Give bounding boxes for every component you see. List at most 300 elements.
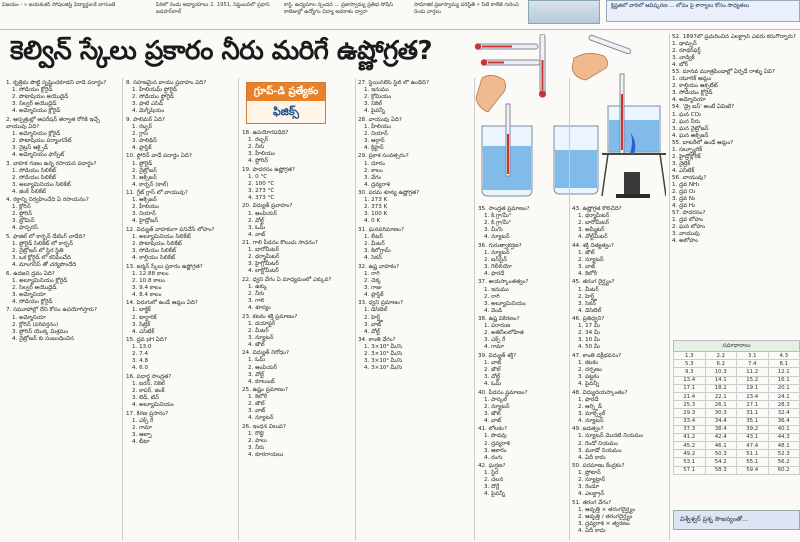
question-item [478,279,566,314]
question-item [242,203,352,238]
answer-option: 4. 8.4 కాలం [132,291,162,298]
answer-option: 3. దొర్లే [484,484,500,491]
answer-option: 2. దర్పణం [578,367,602,374]
question-text: 38. ఉష్ణ వికిరణం? [478,316,520,323]
answer-option: 2. నీరు [248,291,265,298]
answer-option: 3. పాలిథిన్ [132,137,157,144]
question-item [242,130,352,165]
top-info-box: క్లిష్టతలో వారిలో ఆవిష్కరణ ... లోపం పై కార్యాలు కోసం సాధ్యతలు [606,0,800,22]
answer-option: 3. ఆకారం [484,447,507,454]
question-text: 29. ప్రకాశ సంవత్సరం? [358,153,409,160]
answer-option: 1. ఫ్లోరైడ్ [132,160,153,167]
answer-option: 3. బ్రోమిన్ [12,218,35,225]
question-text: 56. వాయువు? [672,174,707,181]
answer-option: 3. ఆక్సిజన్ [132,174,157,181]
table-cell: 38.4 [705,425,737,433]
question-item [126,337,236,372]
answer-option: 2. ఆంపియర్ [248,364,277,371]
answer-option: 3. మీ/సె [484,227,503,234]
table-cell: 29.3 [674,409,706,417]
answer-option: 1. ఆవృత్తి × తరంగదైర్ఘ్యం [578,506,636,513]
question-text: 49. జడత్వం? [572,426,604,433]
question-item [572,500,668,535]
answer-option: 2. ద్రవ O₂ [672,189,696,196]
answer-option: 4. 0 K [364,218,381,225]
question-text: 36. గురుత్వాకర్షణ? [478,242,522,249]
question-text: 5. ఫాజిల్ లో కార్బన్ డేటింగ్ వాడేది? [6,233,86,240]
answer-option: 2. న్యూటన్ [484,403,510,410]
question-text: 31. ఘనపరిమాణం? [358,226,404,233]
answer-option: 4. కెలోరీ [578,270,598,277]
answer-option: 2. వోల్ట్ [248,217,264,224]
answer-option: 1. డయాప్టర్ [248,320,276,327]
answer-option: 4. అమ్మోనియా [672,97,706,104]
table-cell: 8.1 [768,360,800,368]
question-text: 37. అయస్కాంతత్వం? [478,279,529,286]
answer-option: 1. సోడియం క్లోరైడ్ [12,87,53,94]
question-item [672,104,800,139]
table-row [674,360,800,368]
table-cell: 35.1 [737,417,769,425]
question-column-5 [478,206,566,538]
question-text: 57. పాదరసం? [672,210,706,217]
answer-option: 4. ఘన ఆక్సిజన్ [672,132,709,139]
table-cell: 23.4 [737,392,769,400]
answer-option: 3. 3×10⁴ మీ/సె [364,358,403,365]
answer-option: 1. హీలియం [364,123,392,130]
answer-option: 4. అలోహం [672,238,698,245]
question-text: 7. సమూహాల్లో దేని కోసం ఉపయోగిస్తారు? [6,307,98,314]
question-text: 13. జర్మన్ స్కేలు ప్రకారం ఉష్ణోగ్రత? [126,263,203,270]
table-cell: 20.1 [768,384,800,392]
answer-option: 2. సిల్వర్ అయొడైడ్ [12,284,57,291]
answer-option: 4. గామా [484,344,504,351]
credit-footer: విశ్వేశ్వర్ ప్రశ్న సౌజన్యంతో... [673,510,800,530]
answer-option: 3. అల్యూమినియం [484,300,526,307]
answer-option: 4. ప్లాస్టిక్ [132,144,152,151]
answer-option: 4. మాంగనీస్ తో చర్యపొందేది [12,262,77,269]
question-text: 20. విద్యుత్ ప్రవాహం? [242,203,293,210]
answer-option: 4. ఫాస్ఫరస్ [12,225,38,232]
table-cell: 47.4 [737,442,769,450]
answer-option: 1. జౌల్ [578,249,595,256]
answer-option: 2. పాలు [248,437,267,444]
answer-option: 3. గెలీలియో [484,263,512,270]
answer-option: 4. అల్యూమినియం [132,402,174,409]
question-item [358,264,470,299]
table-cell: 55.1 [737,458,769,466]
hand-right-icon [572,35,631,80]
answer-option: 1. 3×10⁸ మీ/సె [364,344,403,351]
table-cell: 21.4 [674,392,706,400]
question-text: 34. కాంతి వేగం? [358,337,396,344]
answer-option: 4. 50 మీ [578,344,600,351]
table-cell: 15.2 [737,376,769,384]
top-strip-col-4: సామాజిక ప్రజాస్వామ్య పరిస్థితి » సిటీ కాలేజ్ గురించి రెండు వార్తలు [414,2,519,15]
question-item [572,206,668,241]
answer-option: 2. అతినీలలోహిత [484,330,524,337]
question-item [572,353,668,388]
table-cell: 59.4 [737,466,769,474]
answer-option: 3. సోడియం క్లోరైడ్ [672,90,713,97]
answer-option: 3. 10 మీ [578,337,600,344]
answer-option: 4. అమ్మోనియం ఫాస్ఫేట్ [12,151,65,158]
answer-option: 4. సెకన్ [364,255,382,262]
answer-option: 4. ఫారడే [484,270,505,277]
answer-option: 4. మెగ్నీషియం [132,108,165,115]
question-text: 15. ద్రవ pH ఏది? [126,337,167,344]
answer-option: 4. ఓమ్ [484,381,502,388]
question-text: 41. లోలకం? [478,426,507,433]
answer-option: 3. ద్రవ N₂ [672,196,696,203]
answer-option: 2. కి.గ్రా/మీ² [484,220,512,227]
answer-option: 4. వాట్ [248,231,266,238]
answer-option: 1. ఆంపియర్ [248,210,277,217]
question-column-2 [126,80,236,538]
question-column-3 [242,130,352,538]
answer-option: 4. పైవన్నీ [484,491,505,498]
table-cell: 17.1 [674,384,706,392]
answer-option: 1. దూరం [364,160,385,167]
answer-option: 3. 9.4 కాలం [132,284,162,291]
answer-option: 2. కాపర్, జింక్ [132,387,165,394]
column-divider [669,34,670,540]
table-row [674,392,800,400]
answer-option: 4. అమ్మోనియం క్లోరైడ్ [12,108,61,115]
answer-option: 4. ద్రవ్యరాశి [364,181,390,188]
answer-option: 3. సెకన్ [578,300,596,307]
answer-option: 1. ఫ్లోరైడ్ సిలికేట్ లో కార్బన్ [12,241,73,248]
answer-option: 3. గాలి [248,298,265,305]
answer-option: 2. న్యూటన్ [578,256,604,263]
answer-option: 3. వోల్ట్ [248,371,264,378]
answer-option: 1. డెసిబెల్ [364,307,388,314]
table-cell: 22.1 [705,392,737,400]
answer-option: 1. ద్రవ NH₃ [672,181,700,188]
answer-option: 4. కార్బన్ (కాల్) [132,181,169,188]
answer-option: 1. థర్మామీటర్ [578,213,610,220]
answer-option: 1. బారోమీటర్ [248,247,280,254]
answer-option: 2. పొటాషియం సిలికేట్ [132,241,182,248]
table-cell: 3.1 [737,352,769,360]
question-item [358,80,470,115]
answer-option: 4. ఎసిటిక్ [132,328,155,335]
question-text: 22. ధ్వని వేగం ఏ మాధ్యమంలో ఎక్కువ? [242,276,332,283]
right-question-column [672,34,800,262]
answer-option: 4. జౌల్ [248,341,265,348]
table-cell: 11.2 [737,368,769,376]
answer-option: 2. జౌల్ [248,401,265,408]
answer-option: 1. ఘన CO₂ [672,111,702,118]
column-divider [569,78,570,540]
answer-option: 4. ప్లాస్టిక్ [364,291,384,298]
answer-option: 1. 13.0 [132,344,152,351]
answer-option: 3. వాట్ [248,408,266,415]
question-item [478,243,566,278]
answer-option: 3. నైట్రిక్ [672,160,691,167]
question-text: 18. ఉపయోగపడేది? [242,130,289,136]
question-item [6,234,120,269]
answer-option: 4. వోల్ట్ [364,328,380,335]
answer-option: 4. నైట్రోజన్ కు సంబంధించిన [12,335,75,342]
question-item [6,117,120,159]
answer-option: 4. కాల్షియం సిలికేట్ [132,255,176,262]
table-cell: 48.1 [768,442,800,450]
answer-option: 1. థామ్సన్ [672,41,697,48]
answer-option: 2. హైడ్రోక్లోరిక్ [672,153,701,160]
answer-option: 2. చలన [484,477,504,484]
question-text: 28. వాయువు ఏది? [358,116,402,123]
answer-option: 4. న్యూటన్ [248,415,274,422]
question-text: 32. ఉష్ణ వాహకం? [358,263,400,270]
answer-option: 4. కూరగాయలు [248,452,284,459]
answer-option: 2. గ్లాస్ [132,130,149,137]
question-text: 44. శక్తి నిత్యత్వం? [572,242,614,249]
answer-option: 4. ఏదీ కాదు [578,454,606,461]
answer-option: 4. ఫ్లోరిన్ [248,158,269,165]
question-text: 12. విద్యుత్ వాహకంగా పనిచేసే లోహం? [126,226,215,233]
answer-option: 3. నైట్రస్ ఆక్సైడ్ [12,144,48,151]
question-text: 9. పాలిమర్ ఏది? [126,116,165,123]
table-cell: 56.2 [768,458,800,466]
question-item [6,161,120,196]
table-cell: 2.2 [705,352,737,360]
answer-option: 3. ఫ్లోరిన్ యొక్క మిశ్రమం [12,328,69,335]
answer-option: 2. రెండో నియమం [578,440,619,447]
table-cell: 46.1 [705,442,737,450]
answer-option: 2. మీటర్ [248,327,269,334]
answer-option: 3. ఓమ్ [248,224,266,231]
answer-option: 4. శూన్యం [248,305,271,312]
question-text: 53. మానవ మూత్రపిండాల్లో ఏర్పడే రాళ్ళు ఏవి? [672,69,775,76]
table-row [674,466,800,474]
question-text: 39. విద్యుత్ శక్తి? [478,352,517,359]
answer-option: 1. లాక్టిక్ [132,307,151,314]
question-item [572,426,668,461]
question-item [126,300,236,335]
table-cell: 34.4 [705,417,737,425]
answer-option: 1. రబ్బర్ [248,137,269,144]
table-cell: 53.1 [674,458,706,466]
answer-option: 1. 273 K [364,197,388,204]
table-cell: 32.4 [768,409,800,417]
answer-option: 2. 7.4 [132,351,149,358]
question-item [358,227,470,262]
table-cell: 58.3 [705,466,737,474]
answer-option: 3. అల్యూమినియం సిలికేట్ [12,181,71,188]
table-cell: 7.4 [737,360,769,368]
answer-option: 1. లీటర్ [364,233,383,240]
table-cell: 50.3 [705,450,737,458]
answer-option: 3. వాయువు [672,231,700,238]
answer-option: 3. అమ్మోనియా [12,291,46,298]
question-text: 11. గ్రేట్ గ్లాస్ లో వాయువు? [126,190,188,197]
answer-option: 3. ఒక క్లోరైడ్ లో కనిపించేది [12,255,71,262]
table-row [674,458,800,466]
question-item [242,167,352,202]
question-item [126,190,236,225]
answer-option: 3. ఎక్స్ రే [484,337,506,344]
question-text: 10. ఫ్లోరిన్ వాడే పదార్థం ఏది? [126,153,192,160]
answer-option: 2. నియాన్ [364,130,388,137]
table-cell: 9.3 [674,368,706,376]
answer-table-title: సమాధానాలు [674,341,800,352]
answer-option: 3. జౌల్ [484,410,501,417]
question-item [126,374,236,409]
answer-option: 4. లాక్టోమీటర్ [248,268,279,275]
question-item [672,69,800,104]
answer-option: 3. వేగం [364,174,382,181]
answer-option: 1. స్థిర [484,470,499,477]
answer-option: 2. క్లోరిన్ (పరివర్తనం) [12,321,59,328]
answer-option: 1. ఫారడే [578,396,599,403]
table-cell: 51.1 [737,450,769,458]
question-text: 48. విద్యుదయస్కాంతం? [572,389,628,396]
table-cell: 18.2 [705,384,737,392]
question-text: 42. ఘర్షణ? [478,463,506,470]
answer-option: 4. 6.0 [132,365,149,372]
thermometer-icon [481,59,540,65]
answer-option: 1. మీటర్ [578,286,599,293]
question-text: 23. కటకం శక్తి ప్రమాణం? [242,313,298,320]
answer-option: 3. వాట్ [364,321,382,328]
answer-option: 2. సోడియం సిలికేట్ [12,174,57,181]
column-divider [238,78,239,540]
question-item [6,197,120,232]
answer-option: 2. పొటాషియం అయొడైడ్ [12,94,69,101]
answer-option: 3. వోల్ట్ [484,374,500,381]
answer-option: 4. కూలుంబ్ [248,378,275,385]
answer-option: 2. 373 K [364,204,388,211]
answer-option: 2. థర్మామీటర్ [248,254,280,261]
answer-option: 3. న్యూటన్ [248,334,274,341]
question-text: 54. 'డ్రై ఐస్' అంటే ఏమిటి? [672,104,735,111]
answer-option: 3. ఘన నైట్రోజన్ [672,125,709,132]
question-item [126,80,236,115]
bunsen-burner-icon [602,74,666,198]
answer-option: 1. ఎక్స్ రే [132,417,154,424]
question-text: 16. పదార్థ సాంద్రత? [126,373,172,380]
table-row [674,368,800,376]
table-cell: 25.3 [674,401,706,409]
question-item [126,227,236,262]
answer-option: 2. రూథర్‌ఫర్డ్ [672,48,701,55]
answer-option: 1. ఉక్కు [248,283,268,290]
question-text: 2. ఆస్పత్రుల్లో ఆపరేషన్ తర్వాత రోగికి ఇచ్చే వాయువు ఏది? [6,116,100,130]
answer-option: 1. ప్రోటాన్ [578,470,601,477]
table-cell: 16.1 [768,376,800,384]
author-photo [528,0,600,24]
answer-option: 2. ఘన లోహం [672,224,706,231]
experiment-illustration [470,34,666,202]
page-title: కెల్విన్ స్కేలు ప్రకారం నీరు మరిగే ఉష్ణోగ్రత? [10,36,433,66]
answer-option: 2. హెర్ట్జ్ [364,314,383,321]
answer-option: 2. ఆవృత్తి / తరంగదైర్ఘ్యం [578,513,633,520]
question-item [242,424,352,459]
question-item [478,390,566,425]
table-cell: 45.2 [674,442,706,450]
beaker-icon [554,126,598,194]
answer-table [673,340,800,475]
table-row [674,384,800,392]
answer-option: 1. పొడవు [484,433,507,440]
table-cell: 52.3 [768,450,800,458]
badge-line-2: ఫిజిక్స్ [272,105,300,118]
question-text: 55. బాటరీలో ఉండే ఆమ్లం? [672,139,734,146]
table-cell: 5.3 [674,360,706,368]
question-text: 8. సహజమైన వాయు ప్రవాహం ఏది? [126,80,207,86]
table-row [674,409,800,417]
answer-option: 1. ఓమ్ [248,357,266,364]
table-cell: 10.3 [705,368,737,376]
badge-line-1: గ్రూప్-డి ప్రత్యేకం [247,83,325,101]
table-row [674,352,800,360]
answer-option: 2. ఫ్లోరిన్ [12,211,33,218]
answer-option: 4. క్రిప్టాన్ [364,144,384,151]
answer-option: 3. పట్టకం [578,374,600,381]
answer-option: 2. న్యూట్రాన్ [578,477,606,484]
question-item [242,314,352,349]
answer-option: 1. కటకం [578,359,599,366]
answer-option: 1. అమ్మోనియా [12,314,46,321]
answer-option: 3. నీరు [248,445,265,452]
table-cell: 49.2 [674,450,706,458]
column-divider [355,78,356,540]
answer-option: 2. చెక్క [364,277,381,284]
answer-option: 2. 34 మీ [578,330,600,337]
answer-option: 3. ఆల్ఫా [132,431,152,438]
question-text: 27. స్టెయిన్‌లెస్ స్టీల్ లో ఉండేది? [358,80,429,86]
answer-option: 4. వాట్ [484,417,502,424]
answer-option: 1. క్లోరిన్ [12,204,31,211]
answer-option: 3. ద్రవ్యరాశి × త్వరణం [578,521,630,528]
question-item [478,316,566,351]
beaker-icon [482,104,532,196]
question-item [126,411,236,446]
answer-option: 4. పైవన్నీ [578,381,599,388]
question-item [358,153,470,188]
question-item [126,264,236,299]
question-item [672,140,800,175]
answer-option: 1. కెలోరీ [248,394,268,401]
answer-option: 3. అమ్మీటర్ [578,227,605,234]
question-text: 19. పాదరసం ఉష్ణోగ్రత? [242,166,295,173]
question-text: 50. పరమాణు కేంద్రకం? [572,463,625,470]
answer-option: 4. ద్రవ H₂ [672,203,696,210]
answer-option: 1. ఐరన్, నికెల్ [132,380,165,387]
answer-option: 3. ఫాటి ఎసిడ్ [132,101,164,108]
answer-option: 3. మూడో నియమం [578,447,622,454]
question-text: 3. వాహక గుణం ఉన్న రసాయన పదార్థం? [6,160,97,167]
answer-option: 3. గాజు [364,284,382,291]
question-item [358,337,470,372]
column-divider [474,78,475,540]
question-item [242,240,352,275]
answer-option: 2. కాల్షియం ఆక్సలేట్ [672,83,718,90]
answer-option: 4. ఎసిటిక్ [672,167,695,174]
table-cell: 28.3 [768,401,800,409]
table-cell: 37.3 [674,425,706,433]
answer-option: 3. నియాన్ [132,211,156,218]
question-text: 35. సాంద్రత ప్రమాణం? [478,206,530,212]
answer-option: 3. చాడ్విక్ [672,55,695,62]
answer-option: 1. ఆక్సిజన్ [132,197,157,204]
answer-option: 3. 273 °C [248,187,275,194]
answer-option: 4. వెండి [484,307,503,314]
table-cell: 42.4 [705,433,737,441]
answer-option: 2. నైట్రోజన్ [132,167,157,174]
answer-option: 2. హీలియం [132,204,160,211]
